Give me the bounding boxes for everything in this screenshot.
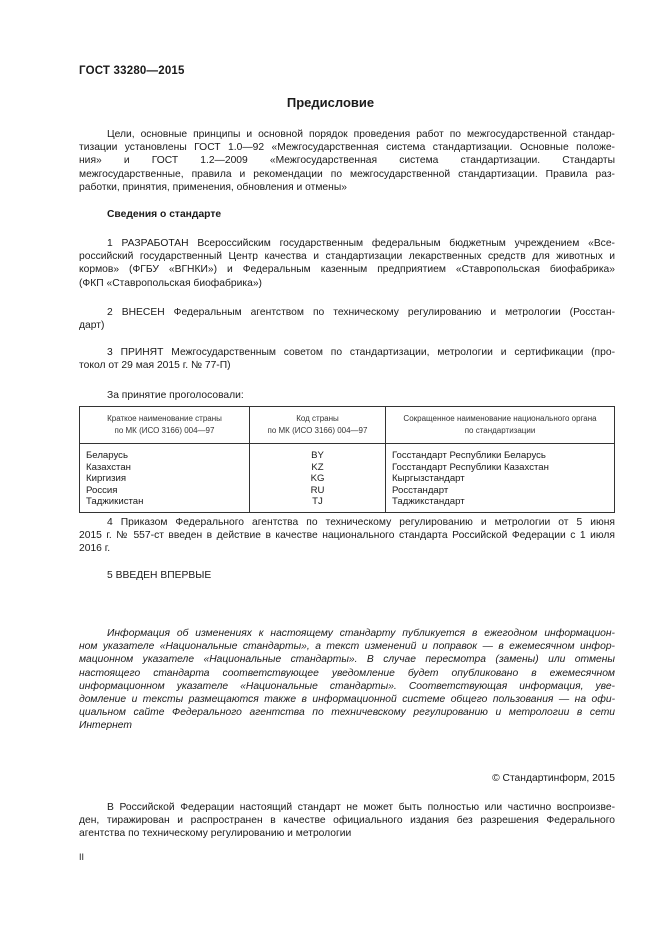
text-line: настоящего стандарта соответствующее уведомление будет опубликовано в ежемесячном <box>79 667 615 679</box>
country-name: Беларусь <box>80 444 250 462</box>
table-row <box>80 485 615 497</box>
standards-body: Росстандарт <box>386 485 615 497</box>
country-code: TJ <box>250 496 386 512</box>
text-line: агентства по техническому регулированию и метрологии <box>79 828 352 840</box>
country-code: RU <box>250 485 386 497</box>
text-line: 2016 г. <box>79 543 111 555</box>
text-line: информационном указателе «Национальные стандарты». Соответствующая информация, уве- <box>79 680 615 692</box>
text-line: работки, принятия, применения, обновления и отмены» <box>79 181 347 193</box>
column-header: Сокращенное наименование национального органа по стандартизации <box>386 407 615 444</box>
text-line: ден, тиражирован и распространен в качестве официального издания без разрешения Федерального <box>79 815 615 827</box>
text-line: ния» и ГОСТ 1.2—2009 «Межгосударственная система стандартизации. Стандарты <box>79 155 615 167</box>
item-first-introduced <box>79 569 615 582</box>
text-line: межгосударственные, правила и рекомендации по межгосударственной стандартизации. Правила раз- <box>79 168 615 180</box>
voting-countries-table <box>79 406 615 513</box>
amendments-notice <box>79 627 615 733</box>
country-name: Россия <box>80 485 250 497</box>
country-code: BY <box>250 444 386 462</box>
standards-body: Кыргызстандарт <box>386 473 615 485</box>
page-number: II <box>79 852 85 862</box>
table-row <box>80 444 615 462</box>
text-line: (ФКП «Ставропольская биофабрика») <box>79 277 262 289</box>
text-line: Информация об изменениях к настоящему стандарту публикуется в ежегодном информацион- <box>107 628 615 639</box>
text-line: циальном сайте Федерального агентства по техничевскому регулированию и метрологии в сети <box>79 707 615 719</box>
text-line: 1 РАЗРАБОТАН Всероссийским государственным федеральным бюджетным учреждением «Все- <box>107 238 615 249</box>
legal-notice <box>79 801 615 841</box>
standards-body: Госстандарт Республики Казахстан <box>386 462 615 474</box>
table-row <box>80 496 615 512</box>
text-line: ном указателе «Национальные стандарты», а текст изменений и поправок — в ежемесячном инфор- <box>79 641 615 653</box>
country-code: KZ <box>250 462 386 474</box>
text-line: 3 ПРИНЯТ Межгосударственным советом по стандартизации, метрологии и сертификации (про- <box>107 347 615 358</box>
text-line: 2 ВНЕСЕН Федеральным агентством по техническому регулированию и метрологии (Росстан- <box>107 307 615 318</box>
text-line: тизации установлены ГОСТ 1.0—92 «Межгосударственная система стандартизации. Основные положе- <box>79 142 615 154</box>
text-line: токол от 29 мая 2015 г. № 77-П) <box>79 360 231 372</box>
country-name: Киргизия <box>80 473 250 485</box>
text-line: 5 ВВЕДЕН ВПЕРВЫЕ <box>107 570 212 581</box>
standards-body: Госстандарт Республики Беларусь <box>386 444 615 462</box>
country-name: Таджикистан <box>80 496 250 512</box>
item-introduced <box>79 306 615 332</box>
column-header: Краткое наименование страны по МК (ИСО 3166) 004—97 <box>80 407 250 444</box>
text-line: домление и тексты размещаются также в информационной системе общего пользования — на офи- <box>79 694 615 706</box>
item-developed <box>79 237 615 290</box>
text-line: В Российской Федерации настоящий стандарт не может быть полностью или частично воспроизве- <box>107 802 615 813</box>
copyright: © Стандартинформ, 2015 <box>492 773 615 784</box>
document-id: ГОСТ 33280—2015 <box>79 65 185 77</box>
voted-label: За принятие проголосовали: <box>107 390 244 401</box>
column-header: Код страны по МК (ИСО 3166) 004—97 <box>250 407 386 444</box>
text-line: 2015 г. № 557-ст введен в действие в качестве национального стандарта Российской Федерации с 1 июля <box>79 530 615 542</box>
page-title: Предисловие <box>286 95 375 110</box>
standards-body: Таджикстандарт <box>386 496 615 512</box>
text-line: Цели, основные принципы и основной порядок проведения работ по межгосударственной стандар- <box>107 129 615 140</box>
item-enacted <box>79 516 615 556</box>
table-row <box>80 473 615 485</box>
table-row <box>80 462 615 474</box>
section-heading: Сведения о стандарте <box>107 209 222 220</box>
text-line: кормов» (ФГБУ «ВГНКИ») и Федеральным казенным предприятием «Ставропольская биофабрика» <box>79 264 615 276</box>
text-line: мационном указателе «Национальные стандарты». В случае пересмотра (замены) или отмены <box>79 654 615 666</box>
text-line: российский государственный Центр качества и стандартизации лекарственных средств для животных и <box>79 251 615 263</box>
item-adopted <box>79 346 615 372</box>
country-name: Казахстан <box>80 462 250 474</box>
country-code: KG <box>250 473 386 485</box>
intro-paragraph <box>79 128 615 194</box>
text-line: 4 Приказом Федерального агентства по техническому регулированию и метрологии от 5 июня <box>107 517 615 528</box>
text-line: дарт) <box>79 320 105 332</box>
text-line: Интернет <box>79 720 132 732</box>
